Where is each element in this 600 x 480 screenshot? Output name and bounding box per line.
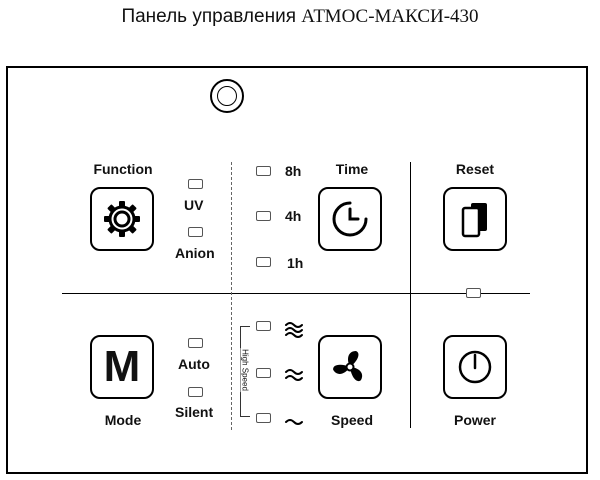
clock-icon bbox=[328, 197, 372, 241]
power-label: Power bbox=[453, 412, 497, 428]
timer-1h-led bbox=[256, 257, 271, 267]
title-prefix: Панель управления bbox=[121, 6, 296, 27]
filter-cards-icon bbox=[453, 197, 497, 241]
uv-indicator-led bbox=[188, 179, 203, 189]
time-button[interactable] bbox=[318, 187, 382, 251]
speed-low-led bbox=[256, 413, 271, 423]
fan-icon bbox=[328, 345, 372, 389]
silent-indicator-led bbox=[188, 387, 203, 397]
anion-label: Anion bbox=[175, 245, 215, 261]
timer-8h-led bbox=[256, 166, 271, 176]
speed-button[interactable] bbox=[318, 335, 382, 399]
mode-label: Mode bbox=[104, 412, 142, 428]
light-sensor-icon bbox=[210, 79, 244, 113]
speed-label: Speed bbox=[330, 412, 374, 428]
horizontal-divider bbox=[62, 293, 530, 294]
reset-label: Reset bbox=[455, 161, 495, 177]
speed-medium-led bbox=[256, 368, 271, 378]
speed-high-led bbox=[256, 321, 271, 331]
time-label: Time bbox=[335, 161, 369, 177]
function-label: Function bbox=[93, 161, 153, 177]
model-name: АТМОС-МАКСИ-430 bbox=[301, 6, 479, 27]
reset-button[interactable] bbox=[443, 187, 507, 251]
auto-label: Auto bbox=[178, 356, 210, 372]
vertical-divider-right bbox=[410, 162, 411, 428]
page-title bbox=[0, 6, 600, 28]
timer-4h-led bbox=[256, 211, 271, 221]
auto-indicator-led bbox=[188, 338, 203, 348]
power-button[interactable] bbox=[443, 335, 507, 399]
gear-icon bbox=[100, 197, 144, 241]
anion-indicator-led bbox=[188, 227, 203, 237]
timer-4h-label: 4h bbox=[285, 208, 302, 224]
reset-indicator-led bbox=[466, 288, 481, 298]
vertical-divider-left bbox=[231, 162, 232, 430]
power-icon bbox=[453, 345, 497, 389]
silent-label: Silent bbox=[175, 404, 214, 420]
mode-button[interactable] bbox=[90, 335, 154, 399]
wave-low-icon bbox=[284, 412, 304, 432]
wave-high-icon bbox=[284, 320, 304, 340]
mode-letter-icon: M bbox=[103, 342, 141, 391]
timer-1h-label: 1h bbox=[287, 255, 304, 271]
timer-8h-label: 8h bbox=[285, 163, 302, 179]
uv-label: UV bbox=[184, 197, 204, 213]
function-button[interactable] bbox=[90, 187, 154, 251]
speed-range-label: High Speed bbox=[240, 349, 250, 391]
wave-medium-icon bbox=[284, 365, 304, 385]
